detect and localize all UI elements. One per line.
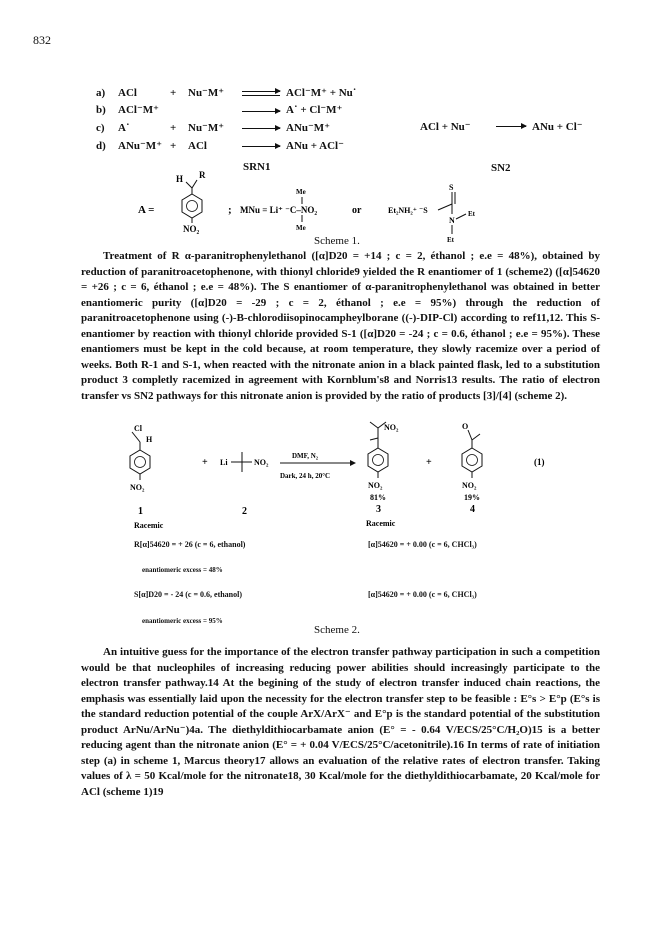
r-label: R (199, 170, 206, 180)
a-equals: A = (138, 204, 155, 216)
me-top: Me (296, 188, 306, 196)
r-rotation: R[α]54620 = + 26 (c = 6, ethanol) (134, 540, 246, 549)
scheme1-legend (130, 168, 610, 248)
h-label: H (146, 435, 153, 444)
benzene-ring (182, 194, 202, 218)
benzene-ring (368, 448, 388, 472)
step-reagent: Nu⁻M⁺ (188, 87, 225, 99)
n-label: N (449, 216, 455, 225)
no2-label: NO₂ (130, 483, 145, 492)
compound-number: 3 (376, 504, 381, 515)
compound-number: 4 (470, 504, 475, 515)
sn2-right: ANu + Cl⁻ (532, 121, 583, 133)
et-label: Et (447, 236, 454, 244)
step-product: ANu + ACl⁻ (286, 140, 344, 152)
conditions-bottom: Dark, 24 h, 20°C (280, 472, 331, 480)
li-label: Li (220, 458, 228, 467)
racemic-label: Racemic (366, 519, 396, 528)
step-plus: + (170, 122, 177, 134)
no2-label: NO₂ (462, 481, 477, 490)
or-label: or (352, 205, 362, 216)
h-label: H (176, 174, 184, 184)
step-plus: + (170, 87, 177, 99)
forward-arrow (242, 91, 280, 92)
reaction-arrow (242, 111, 280, 112)
no2-label: NO₂ (254, 458, 269, 467)
scheme2-caption: Scheme 2. (314, 624, 360, 636)
step-left: ACl (118, 87, 137, 99)
benzene-ring (462, 448, 482, 472)
r-ee: enantiomeric excess = 48% (142, 566, 223, 574)
compound-number: 2 (242, 506, 247, 517)
paragraph-1-text: Treatment of R α-paranitrophenylethanol ([α]D20 = +14 ; c = 2, éthanol ; e.e = 48%), obtained by reduction of paranitroacetophenone, with thionyl chloride9 yielded the R enantiomer of 1 (scheme2) ([α]54620 = +26 ; c = 6, éthanol ; e.e = 48%). The S enantiomer of α-paranitrophenylethanol was obtained in better enantiomeric purity ([α]D20 = -29 ; c = 2, éthanol ; e.e = 95%) through the reduction of paranitroacetophenone using (-)-B-chlorodiisopinocampheylborane ((-)-DIP-Cl) according to ref11,12. This S-enantiomer by reaction with thionyl chloride provided S-1 ([α]D20 = -24 ; c = 0.6, éthanol ; e.e = 95%). These enantiomers must be kept in the cold because, at room temperature, they slowly racemize over a period of weeks. Both R-1 and S-1, when reacted with the nitronate anion in a black painted flask, led to a substitution product 3 completly racemized in agreement with Kornblum's8 and Norris13 results. The ratio of electron transfer vs SN2 pathways for this nitronate anion is provided by the ratio of products [3]/[4] (scheme 2). (81, 250, 600, 402)
conditions-top: DMF, N₂ (292, 452, 318, 460)
step-product: ACl⁻M⁺ + Nu˙ (286, 87, 357, 99)
racemic-label: Racemic (134, 521, 164, 530)
step-label: c) (96, 122, 105, 134)
step-left: ANu⁻M⁺ (118, 140, 162, 152)
svg-text:O: O (462, 422, 469, 431)
plus-sign: + (202, 457, 208, 468)
mnu-formula: MNu = Li⁺ ⁻C–NO₂ (240, 205, 318, 215)
rotation-3a: [α]54620 = + 0.00 (c = 6, CHCl₃) (368, 540, 477, 549)
sn2-arrow (496, 126, 526, 127)
step-plus: + (170, 140, 177, 152)
paragraph-2-text: An intuitive guess for the importance of the electron transfer pathway participation in such a competition would be that nucleophiles of increasing reducing power abilities should increasingly participate to the electron transfer pathway.14 At the begining of the study of electron transfer induced chain reactions, the emphasis was essentially laid upon the necessity for the electron transfer step to be feasible : E°s > E°p (E°s is the standard reduction potential of the couple ArX/ArX⁻ and E°p is the standard potential of the substitution product ArNu/ArNu⁻)4a. The diethyldithiocarbamate anion (E° = - 0.64 V/ECS/25°C/H₂O)15 is a better reducing agent than the nitronate anion (E° = + 0.04 V/ECS/25°C/acetonitrile).16 In terms of rate of initiation step (a) in scheme 1, Marcus theory17 allows an evaluation of the relative rates of electron transfer. Taking values of λ = 50 Kcal/mole for the nitronate18, 30 Kcal/mole for the diethyldithiocarbamate, 20 Kcal/mole for ACl (scheme 1)19 (81, 646, 600, 798)
sn2-left: ACl + Nu⁻ (420, 121, 471, 133)
step-label: b) (96, 104, 106, 116)
no2-label: NO₂ (183, 224, 200, 234)
no2-label: NO₂ (368, 481, 383, 490)
compound-number: 1 (138, 506, 143, 517)
s-ee: enantiomeric excess = 95% (142, 617, 223, 625)
srn1-label: SRN1 (243, 161, 271, 173)
equation-number: (1) (534, 457, 545, 467)
et-label: Et (468, 210, 475, 218)
rotation-3b: [α]54620 = + 0.00 (c = 6, CHCl₃) (368, 590, 477, 599)
cl-label: Cl (134, 424, 142, 433)
step-reagent: ACl (188, 140, 207, 152)
plus-sign: + (426, 457, 432, 468)
s-rotation: S[α]D20 = - 24 (c = 0.6, ethanol) (134, 590, 243, 599)
separator: ; (228, 204, 232, 216)
reaction-arrow (242, 146, 280, 147)
page-number: 832 (33, 33, 51, 47)
dithiocarbamate: Et₂NH₂⁺ ⁻S (388, 206, 428, 215)
step-left: A˙ (118, 122, 130, 134)
yield-3: 81% (370, 493, 386, 502)
step-left: ACl⁻M⁺ (118, 104, 159, 116)
reaction-arrow (242, 128, 280, 129)
yield-4: 19% (464, 493, 480, 502)
benzene-ring (130, 450, 150, 474)
me-bottom: Me (296, 224, 306, 232)
step-reagent: Nu⁻M⁺ (188, 122, 225, 134)
paragraph-1 (81, 249, 600, 404)
s-label: S (449, 183, 454, 192)
scheme1-caption: Scheme 1. (314, 235, 360, 247)
paragraph-2 (81, 645, 600, 800)
reverse-arrow (242, 95, 280, 96)
sn2-label: SN2 (491, 162, 511, 174)
no2-label: NO₂ (384, 423, 399, 432)
step-product: A˙ + Cl⁻M⁺ (286, 104, 343, 116)
scheme2-reaction (120, 420, 580, 535)
step-label: d) (96, 140, 106, 152)
step-product: ANu⁻M⁺ (286, 122, 330, 134)
step-label: a) (96, 87, 106, 99)
